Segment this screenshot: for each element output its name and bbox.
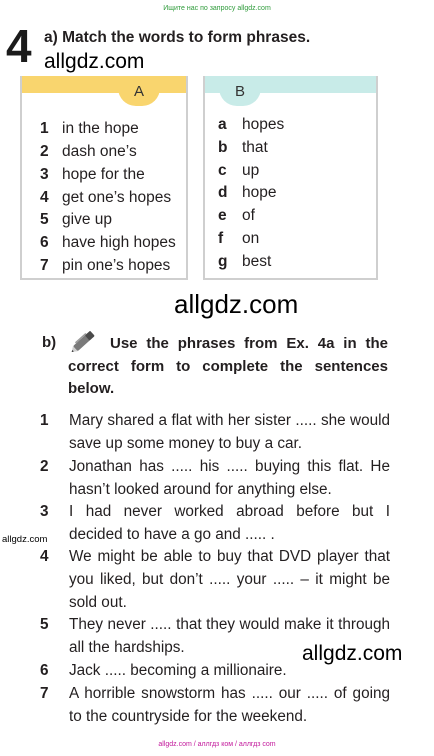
list-item: a hopes — [218, 116, 285, 133]
list-item: c up — [218, 162, 260, 179]
list-item: 5 They never ..... that they would make it through all the hardships. — [40, 616, 390, 656]
list-item: d hope — [218, 184, 277, 201]
top-note: Ищите нас по запросу allgdz.com — [163, 5, 271, 12]
footer-note: allgdz.com / аллгдз ком / аллгдз com — [158, 741, 276, 748]
list-item: 2 dash one’s — [40, 143, 137, 160]
list-item: e of — [218, 207, 255, 224]
watermark: allgdz.com — [302, 642, 403, 665]
column-b-header: B — [234, 83, 245, 100]
column-b — [203, 76, 378, 280]
watermark: allgdz.com — [174, 289, 299, 319]
task-b-instruction: Use the phrases from Ex. 4a in the correct form to complete the sentences below. — [68, 335, 388, 397]
list-item: g best — [218, 253, 272, 270]
column-a-header-bar — [22, 76, 186, 93]
exercise-number: 4 — [6, 20, 32, 72]
watermark: allgdz.com — [2, 534, 48, 545]
list-item: 7 A horrible snowstorm has ..... our ..... of going to the countryside for the weekend. — [40, 685, 390, 725]
list-item: 6 Jack ..... becoming a millionaire. — [40, 662, 287, 679]
list-item: f on — [218, 230, 260, 247]
list-item: 4 We might be able to buy that DVD player that you liked, but don’t ..... your ..... – it might be sold out. — [40, 548, 390, 611]
list-item: 1 in the hope — [40, 120, 139, 137]
list-item: 3 hope for the — [40, 166, 145, 183]
list-item: 1 Mary shared a flat with her sister ..... she would save up some money to buy a car. — [40, 412, 390, 452]
list-item: 7 pin one’s hopes — [40, 257, 171, 274]
list-item: 6 have high hopes — [40, 234, 176, 251]
watermark: allgdz.com — [44, 50, 145, 73]
task-b-label: b) — [42, 334, 57, 351]
column-a-header: A — [133, 83, 144, 100]
list-item: 2 Jonathan has ..... his ..... buying this flat. He hasn’t looked around for anything else. — [40, 458, 390, 498]
column-a-tab — [118, 76, 160, 106]
column-b-tab — [219, 76, 261, 106]
column-a — [20, 76, 188, 280]
list-item: 5 give up — [40, 211, 112, 228]
list-item: b that — [218, 139, 268, 156]
list-item: 4 get one’s hopes — [40, 189, 172, 206]
task-a-heading: a) Match the words to form phrases. — [44, 29, 311, 46]
list-item: 3 I had never worked abroad before but I decided to have a go and ..... . — [40, 503, 390, 543]
